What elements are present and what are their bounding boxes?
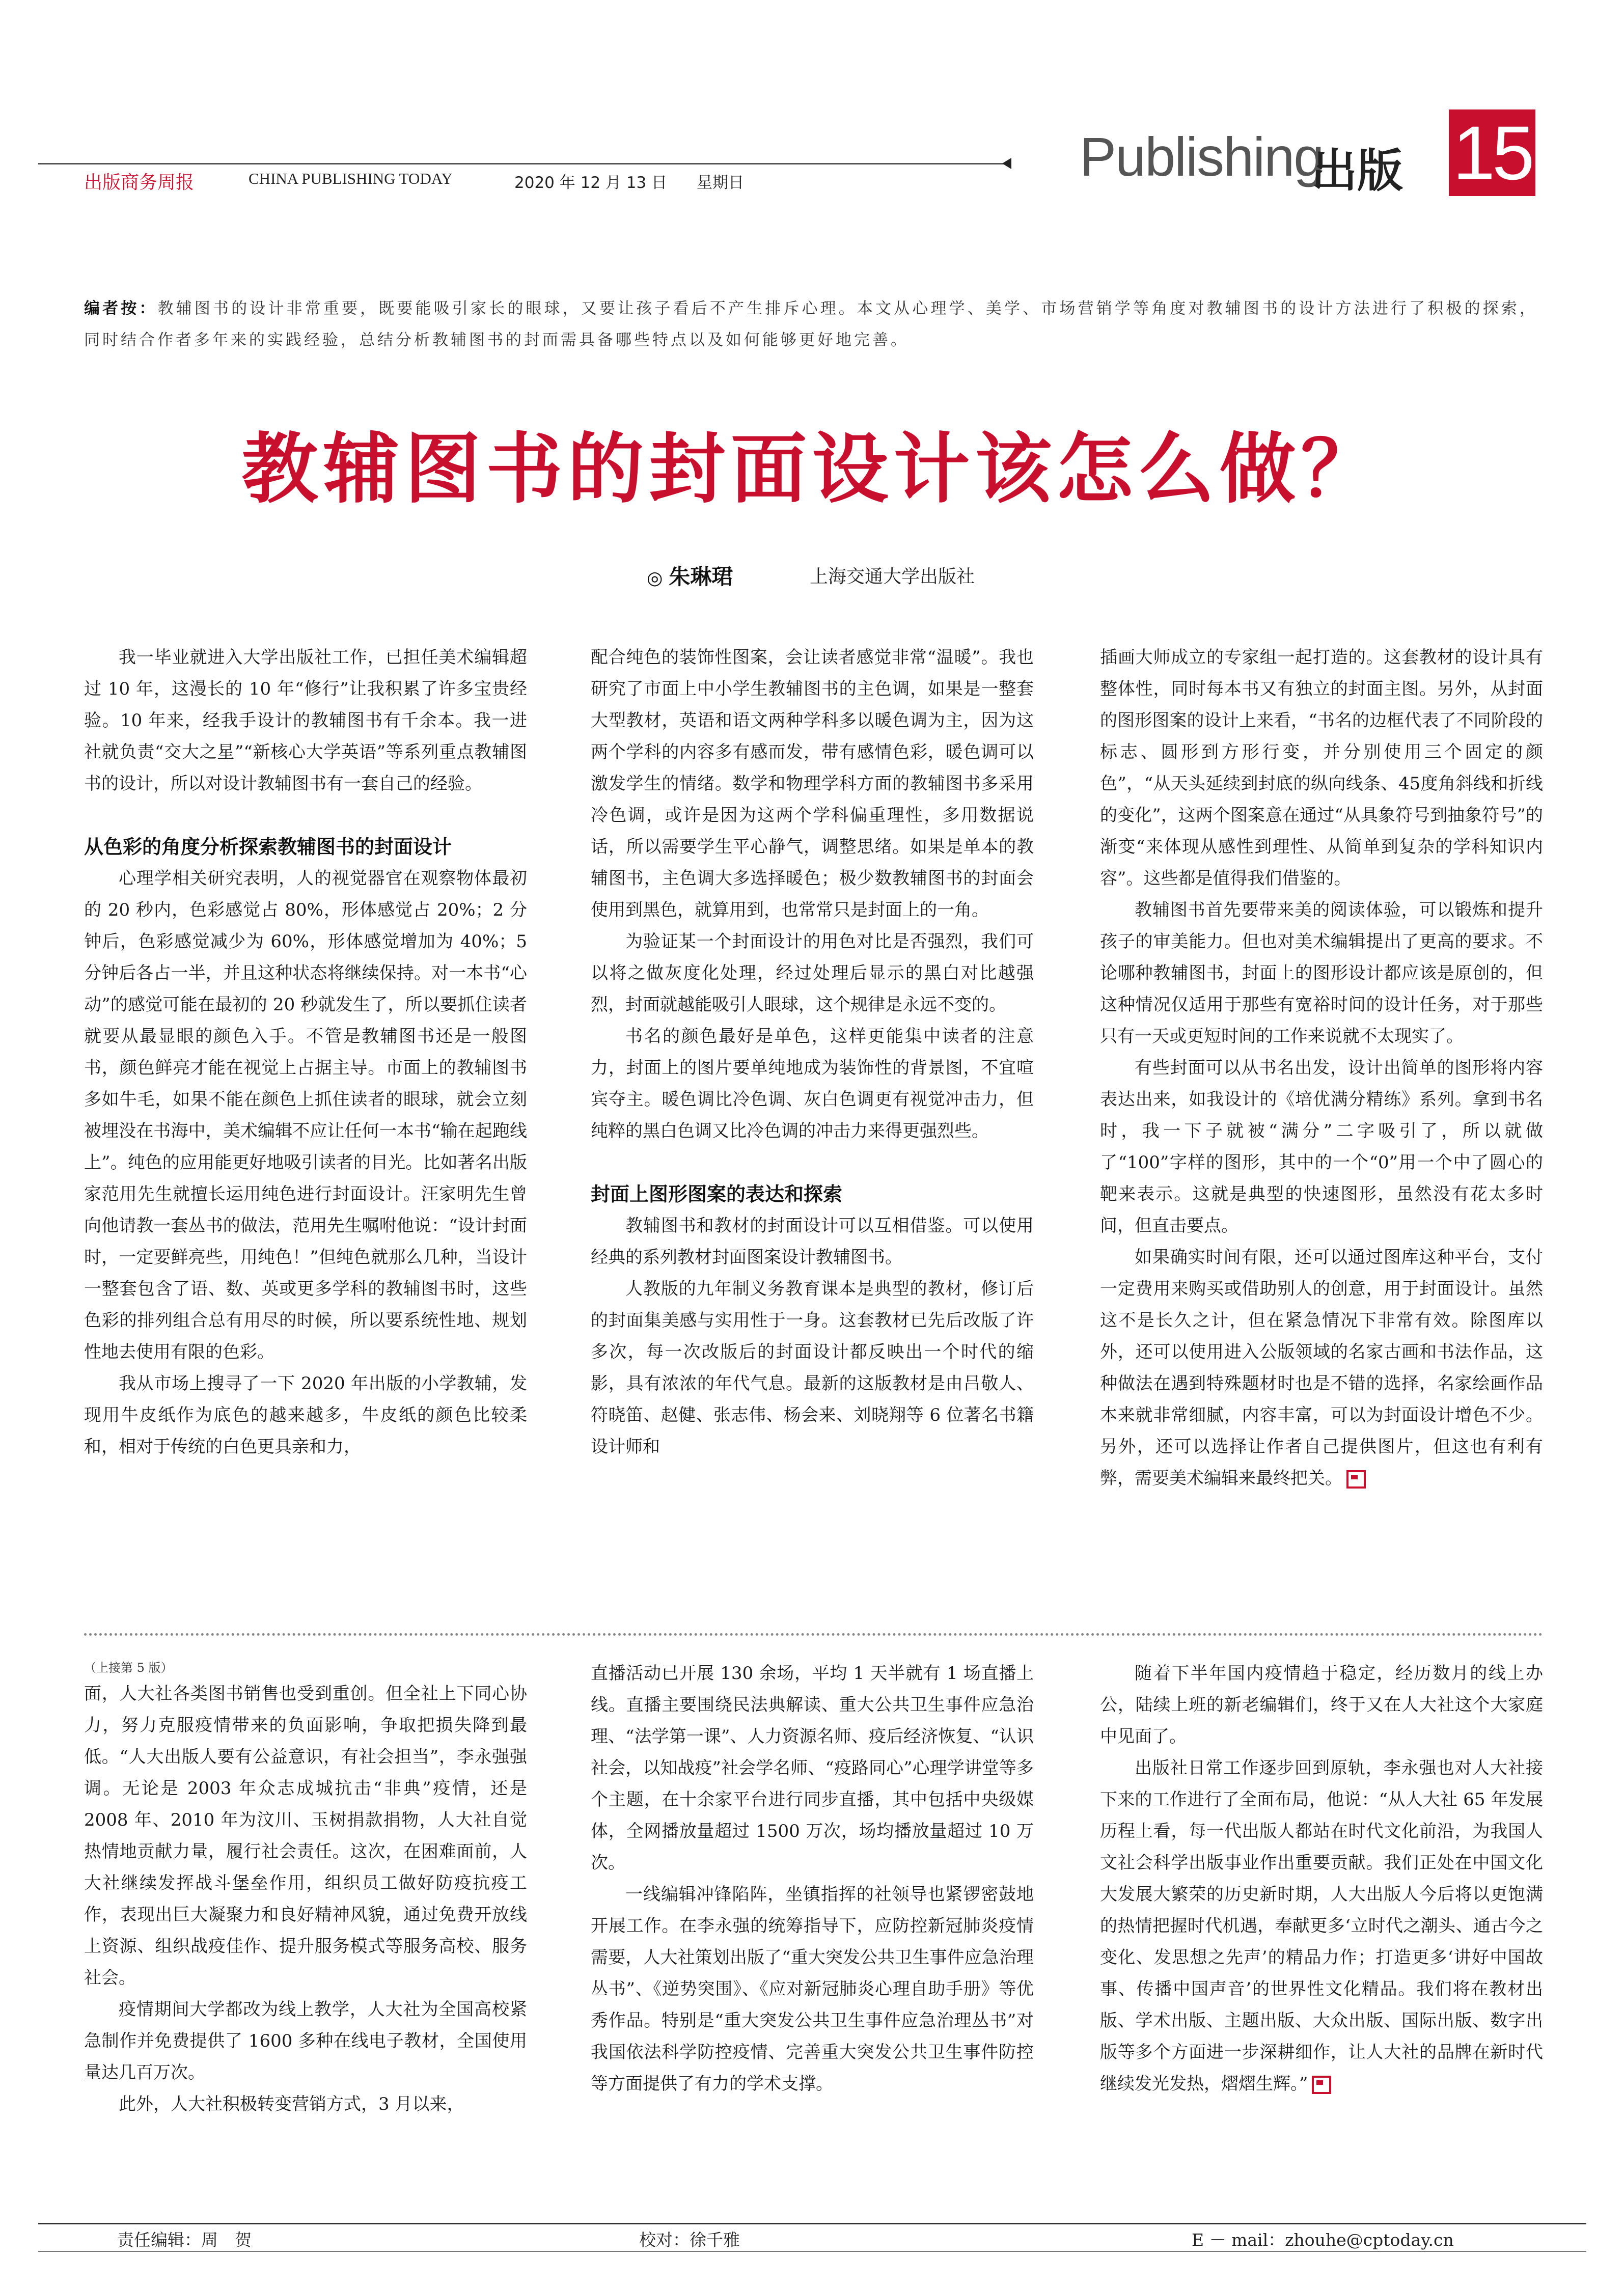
- paragraph: 为验证某一个封面设计的用色对比是否强烈，我们可以将之做灰度化处理，经过处理后显示的黑白对比越强烈，封面就越能吸引人眼球，这个规律是永远不变的。: [591, 931, 1034, 1015]
- author-name: 朱琳珺: [669, 564, 733, 589]
- author-mark: ◎: [647, 568, 663, 589]
- issue-date: 2020 年 12 月 13 日: [514, 174, 668, 192]
- paragraph: 直播活动已开展 130 余场，平均 1 天半就有 1 场直播上线。直播主要围绕民法典解读、重大公共卫生事件应急治理、“法学第一课”、人力资源名师、疫后经济恢复、“认识社会，以知战疫”社会学名师、“疫路同心”心理学讲堂等多个主题，在十余家平台进行同步直播，其中包括中央级媒体，全网播放量超过 1500 万次，场均播放量超过 10 万次。: [591, 1663, 1034, 1873]
- article-column-1: [84, 642, 527, 1463]
- footer-rule-bottom: [38, 2251, 1586, 2252]
- paragraph: 教辅图书和教材的封面设计可以互相借鉴。可以使用经典的系列教材封面图案设计教辅图书。: [591, 1216, 1034, 1268]
- section-name-en: Publishing: [1080, 126, 1324, 187]
- paragraph: 书名的颜色最好是单色，这样更能集中读者的注意力，封面上的图片要单纯地成为装饰性的背景图，不宜喧宾夺主。暖色调比冷色调、灰白色调更有视觉冲击力，但纯粹的黑白色调又比冷色调的冲击力来得更强烈些。: [591, 1026, 1034, 1141]
- end-of-article-icon: [1346, 1470, 1366, 1489]
- paragraph: 疫情期间大学都改为线上教学，人大社为全国高校紧急制作并免费提供了 1600 多种在线电子教材，全国使用量达几百万次。: [84, 1999, 527, 2083]
- footer-rule-top: [38, 2223, 1586, 2224]
- issue-weekday: 星期日: [697, 174, 744, 192]
- paragraph: 教辅图书首先要带来美的阅读体验，可以锻炼和提升孩子的审美能力。但也对美术编辑提出了更高的要求。不论哪种教辅图书，封面上的图形设计都应该是原创的，但这种情况仅适用于那些有宽裕时间的设计任务，对于那些只有一天或更短时间的工作来说就不太现实了。: [1100, 900, 1543, 1046]
- paragraph: 一线编辑冲锋陷阵，坐镇指挥的社领导也紧锣密鼓地开展工作。在李永强的统筹指导下，应防控新冠肺炎疫情需要，人大社策划出版了“重大突发公共卫生事件应急治理丛书”、《逆势突围》、《应对新冠肺炎心理自助手册》等优秀作品。特别是“重大突发公共卫生事件应急治理丛书”对我国依法科学防控疫情、完善重大突发公共卫生事件防控等方面提供了有力的学术支撑。: [591, 1884, 1034, 2094]
- paragraph-text: 出版社日常工作逐步回到原轨，李永强也对人大社接下来的工作进行了全面布局，他说：“从人大社 65 年发展历程上看，每一代出版人都站在时代文化前沿，为我国人文社会科学出版事业作出重要贡献。我们正处在中国文化大发展大繁荣的历史新时期，人大出版人今后将以更饱满的热情把握时代机遇，奉献更多‘立时代之潮头、通古今之变化、发思想之先声’的精品力作；打造更多‘讲好中国故事、传播中国声音’的世界性文化精品。我们将在教材出版、学术出版、主题出版、大众出版、国际出版、数字出版等多个方面进一步深耕细作，让人大社的品牌在新时代继续发光发热，熠熠生辉。”: [1100, 1758, 1543, 2094]
- section-divider: [84, 1633, 1543, 1636]
- end-of-article-icon: [1312, 2076, 1331, 2094]
- header-rule: [38, 163, 1006, 164]
- paragraph: 有些封面可以从书名出发，设计出简单的图形将内容表达出来，如我设计的《培优满分精练》系列。拿到书名时，我一下子就被“满分”二字吸引了，所以就做了“100”字样的图形，其中的一个“0”用一个中了圆心的靶来表示。这就是典型的快速图形，虽然没有花太多时间，但直击要点。: [1100, 1058, 1543, 1236]
- continued-from-note: （上接第 5 版）: [84, 1661, 173, 1675]
- footer-editor: 责任编辑：周 贺: [117, 2230, 252, 2250]
- author-affiliation: 上海交通大学出版社: [810, 566, 975, 587]
- section-heading: 从色彩的角度分析探索教辅图书的封面设计: [84, 836, 452, 858]
- paragraph: 配合纯色的装饰性图案，会让读者感觉非常“温暖”。我也研究了市面上中小学生教辅图书的主色调，如果是一整套大型教材，英语和语文两种学科多以暖色调为主，因为这两个学科的内容多有感而发，带有感情色彩，暖色调可以激发学生的情绪。数学和物理学科方面的教辅图书多采用冷色调，或许是因为这两个学科偏重理性，多用数据说话，所以需要学生平心静气，调整思绪。如果是单本的教辅图书，主色调大多选择暖色；极少数教辅图书的封面会使用到黑色，就算用到，也常常只是封面上的一角。: [591, 647, 1034, 920]
- paragraph: 我一毕业就进入大学出版社工作，已担任美术编辑超过 10 年，这漫长的 10 年“修行”让我积累了许多宝贵经验。10 年来，经我手设计的教辅图书有千余本。我一进社就负责“交大之星”“新核心大学英语”等系列重点教辅图书的设计，所以对设计教辅图书有一套自己的经验。: [84, 647, 527, 794]
- paragraph: 心理学相关研究表明，人的视觉器官在观察物体最初的 20 秒内，色彩感觉占 80%，形体感觉占 20%；2 分钟后，色彩感觉减少为 60%，形体感觉增加为 40%；5 分钟后各占一半，并且这种状态将继续保持。对一本书“心动”的感觉可能在最初的 20 秒就发生了，所以要抓住读者就要从最显眼的颜色入手。不管是教辅图书还是一般图书，颜色鲜亮才能在视觉上占据主导。市面上的教辅图书多如牛毛，如果不能在颜色上抓住读者的眼球，就会立刻被埋没在书海中，美术编辑不应让任何一本书“输在起跑线上”。纯色的应用能更好地吸引读者的目光。比如著名出版家范用先生就擅长运用纯色进行封面设计。汪家明先生曾向他请教一套丛书的做法，范用先生嘱咐他说：“设计封面时，一定要鲜亮些，用纯色！”但纯色就那么几种，当设计一整套包含了语、数、英或更多学科的教辅图书时，这些色彩的排列组合总有用尽的时候，所以要系统性地、规划性地去使用有限的色彩。: [84, 868, 527, 1362]
- paragraph: [1100, 1752, 1543, 2100]
- paragraph: 随着下半年国内疫情趋于稳定，经历数月的线上办公，陆续上班的新老编辑们，终于又在人大社这个大家庭中见面了。: [1100, 1663, 1543, 1747]
- editor-note: [84, 293, 1538, 356]
- continued-column-1: [84, 1658, 527, 2120]
- paragraph: 插画大师成立的专家组一起打造的。这套教材的设计具有整体性，同时每本书又有独立的封面主图。另外，从封面的图形图案的设计上来看，“书名的边框代表了不同阶段的标志、圆形到方形行变，并分别使用三个固定的颜色”，“从天头延续到封底的纵向线条、45度角斜线和折线的变化”，这两个图案意在通过“从具象符号到抽象符号”的渐变“来体现从感性到理性、从简单到复杂的学科知识内容”。这些都是值得我们借鉴的。: [1100, 647, 1543, 889]
- header-arrow-icon: [1002, 158, 1011, 169]
- footer-email: E － mail：zhouhe@cptoday.cn: [1192, 2230, 1454, 2250]
- section-name-zh: 出版: [1311, 144, 1403, 198]
- article-column-3: [1100, 642, 1543, 1494]
- paper-name: 出版商务周报: [84, 172, 195, 193]
- article-title: 教辅图书的封面设计该怎么做？: [241, 425, 1383, 514]
- paragraph: 人教版的九年制义务教育课本是典型的教材，修订后的封面集美感与实用性于一身。这套教材已先后改版了许多次，每一次改版后的封面设计都反映出一个时代的缩影，具有浓浓的年代气息。最新的这版教材是由吕敬人、符晓笛、赵健、张志伟、杨会来、刘晓翔等 6 位著名书籍设计师和: [591, 1279, 1034, 1457]
- footer-proofreader: 校对：徐千雅: [639, 2230, 740, 2250]
- paragraph: [1100, 1242, 1543, 1494]
- editor-note-label: 编者按：: [84, 299, 158, 318]
- editor-note-text: 教辅图书的设计非常重要，既要能吸引家长的眼球，又要让孩子看后不产生排斥心理。本文从心理学、美学、市场营销学等角度对教辅图书的设计方法进行了积极的探索，同时结合作者多年来的实践经验，总结分析教辅图书的封面需具备哪些特点以及如何能够更好地完善。: [84, 299, 1538, 349]
- paragraph: 此外，人大社积极转变营销方式，3 月以来，: [119, 2094, 464, 2114]
- section-heading: 封面上图形图案的表达和探索: [591, 1183, 843, 1205]
- continued-column-3: [1100, 1658, 1543, 2100]
- paper-name-en: CHINA PUBLISHING TODAY: [249, 170, 453, 187]
- byline: [647, 560, 733, 591]
- article-column-2: [591, 642, 1034, 1463]
- continued-column-2: [591, 1658, 1034, 2100]
- page-number: 15: [1449, 109, 1535, 196]
- paragraph: 面，人大社各类图书销售也受到重创。但全社上下同心协力，努力克服疫情带来的负面影响，争取把损失降到最低。“人大出版人要有公益意识，有社会担当”，李永强强调。无论是 2003 年众志成城抗击“非典”疫情，还是 2008 年、2010 年为汶川、玉树捐款捐物，人大社自觉热情地贡献力量，履行社会责任。这次，在困难面前，人大社继续发挥战斗堡垒作用，组织员工做好防疫抗疫工作，表现出巨大凝聚力和良好精神风貌，通过免费开放线上资源、组织战疫佳作、提升服务模式等服务高校、服务社会。: [84, 1684, 527, 1988]
- paragraph-text: 如果确实时间有限，还可以通过图库这种平台，支付一定费用来购买或借助别人的创意，用于封面设计。虽然这不是长久之计，但在紧急情况下非常有效。除图库以外，还可以使用进入公版领域的名家古画和书法作品，这种做法在遇到特殊题材时也是不错的选择，名家绘画作品本来就非常细腻，内容丰富，可以为封面设计增色不少。另外，还可以选择让作者自己提供图片，但这也有利有弊，需要美术编辑来最终把关。: [1100, 1247, 1543, 1489]
- paragraph: 我从市场上搜寻了一下 2020 年出版的小学教辅，发现用牛皮纸作为底色的越来越多，牛皮纸的颜色比较柔和，相对于传统的白色更具亲和力，: [84, 1373, 527, 1457]
